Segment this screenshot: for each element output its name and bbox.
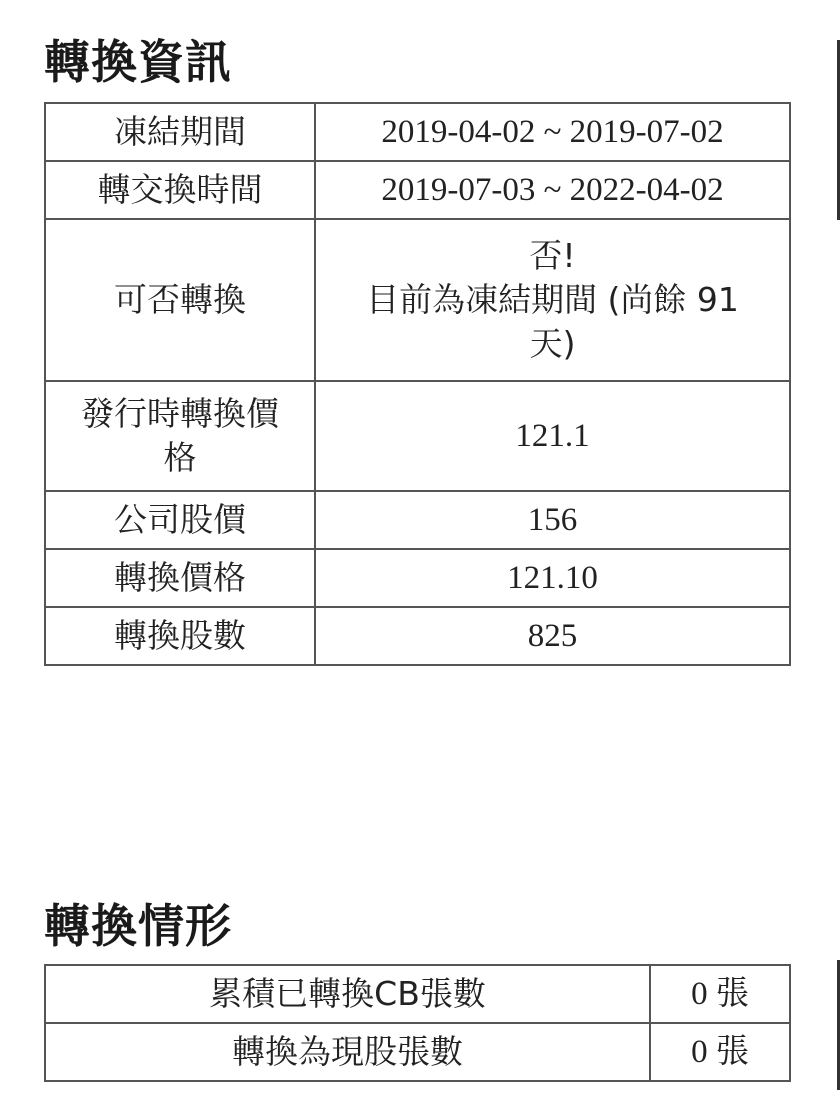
table-row-conversion-price (45, 549, 790, 607)
table-row-conversion-period (45, 161, 790, 219)
stock-price-label: 公司股價 (45, 491, 315, 549)
freeze-period-value: 2019-04-02 ~ 2019-07-02 (315, 103, 790, 161)
table-row-converted-cb (45, 965, 790, 1023)
issue-conversion-price-label (45, 381, 315, 491)
conversion-period-label: 轉交換時間 (45, 161, 315, 219)
conversion-price-value: 121.10 (315, 549, 790, 607)
table-row-stock-price (45, 491, 790, 549)
conversion-info-table (44, 102, 791, 666)
table-row-conversion-shares (45, 607, 790, 665)
converted-to-stock-label: 轉換為現股張數 (45, 1023, 650, 1081)
conversion-status-title: 轉換情形 (44, 899, 232, 953)
can-convert-label: 可否轉換 (45, 219, 315, 381)
freeze-period-label: 凍結期間 (45, 103, 315, 161)
issue-price-label-line1: 發行時轉換價 (81, 394, 279, 433)
table-row-freeze-period (45, 103, 790, 161)
converted-cb-value: 0 張 (650, 965, 790, 1023)
table-row-can-convert (45, 219, 790, 381)
stock-price-value: 156 (315, 491, 790, 549)
converted-cb-label: 累積已轉換CB張數 (45, 965, 650, 1023)
converted-to-stock-value: 0 張 (650, 1023, 790, 1081)
issue-price-label-line2: 格 (163, 438, 197, 477)
table-row-converted-to-stock (45, 1023, 790, 1081)
issue-conversion-price-value: 121.1 (315, 381, 790, 491)
conversion-price-label: 轉換價格 (45, 549, 315, 607)
conversion-shares-value: 825 (315, 607, 790, 665)
conversion-info-title: 轉換資訊 (44, 35, 232, 89)
table-row-issue-conversion-price (45, 381, 790, 491)
can-convert-status (315, 219, 790, 381)
conversion-period-value: 2019-07-03 ~ 2022-04-02 (315, 161, 790, 219)
freeze-notice-line2: 天) (529, 324, 576, 363)
conversion-status-table (44, 964, 791, 1082)
freeze-notice-line1: 目前為凍結期間 (尚餘 91 (366, 280, 739, 319)
can-convert-answer: 否! (529, 236, 576, 275)
conversion-shares-label: 轉換股數 (45, 607, 315, 665)
